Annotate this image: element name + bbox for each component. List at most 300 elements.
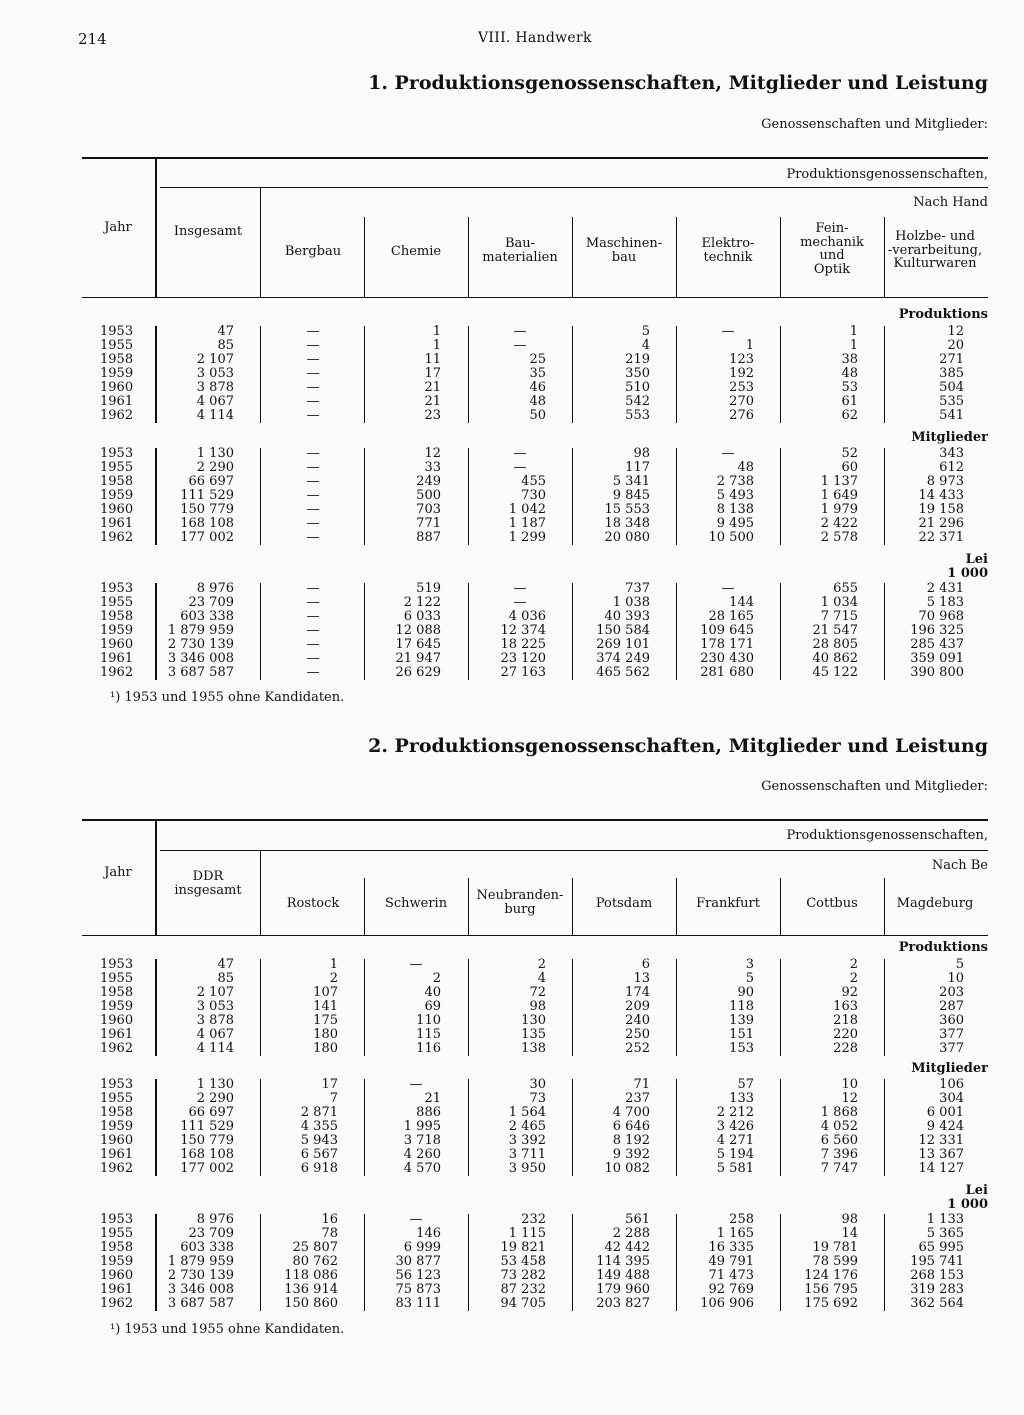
value-cell: 106 (939, 1077, 964, 1092)
year-header: Jahr (104, 865, 132, 880)
table-row (0, 517, 1024, 531)
value-cell: 535 (939, 394, 964, 409)
value-cell: 1 042 (508, 502, 546, 517)
year-cell: 1961 (100, 1027, 134, 1042)
value-cell: — (409, 1077, 423, 1092)
value-cell: 195 741 (910, 1254, 964, 1269)
table-footnote: ¹) 1953 und 1955 ohne Kandidaten. (110, 1322, 345, 1337)
value-cell: 230 430 (700, 651, 754, 666)
column-header: Bau- materialien (482, 236, 558, 265)
column-header: Chemie (390, 244, 442, 259)
value-cell: 3 878 (196, 1013, 234, 1028)
value-cell: 28 165 (708, 609, 754, 624)
value-cell: 40 (424, 985, 441, 1000)
value-cell: 1 130 (196, 446, 234, 461)
value-cell: 30 877 (395, 1254, 441, 1269)
value-cell: 3 053 (196, 366, 234, 381)
header-column-rule (260, 187, 261, 297)
value-cell: 2 (849, 957, 858, 972)
value-cell: 109 645 (700, 623, 754, 638)
value-cell: 21 (424, 380, 441, 395)
value-cell: 203 827 (596, 1296, 650, 1311)
value-cell: 168 108 (180, 516, 234, 531)
value-cell: 111 529 (180, 1119, 234, 1134)
value-cell: 5 (745, 971, 754, 986)
table-row (0, 1000, 1024, 1014)
group-header: Produktionsgenossenschaften, (786, 167, 988, 182)
section-label: Mitglieder (911, 1061, 988, 1076)
value-cell: — (306, 665, 320, 680)
value-cell: 4 036 (508, 609, 546, 624)
value-cell: 2 290 (196, 460, 234, 475)
value-cell: 2 431 (926, 581, 964, 596)
value-cell: 35 (529, 366, 546, 381)
year-cell: 1958 (100, 1105, 134, 1120)
value-cell: 21 (424, 1091, 441, 1106)
value-cell: 2 578 (820, 530, 858, 545)
group-rule (160, 850, 988, 851)
table-row (0, 395, 1024, 409)
chapter-heading: VIII. Handwerk (478, 30, 592, 46)
value-cell: 46 (529, 380, 546, 395)
value-cell: 12 088 (395, 623, 441, 638)
table-row (0, 972, 1024, 986)
value-cell: 14 127 (918, 1161, 964, 1176)
table-row (0, 353, 1024, 367)
value-cell: 156 795 (804, 1282, 858, 1297)
value-cell: 175 692 (804, 1296, 858, 1311)
value-cell: 1 (849, 324, 858, 339)
value-cell: 1 879 959 (167, 623, 234, 638)
value-cell: 114 395 (596, 1254, 650, 1269)
value-cell: 510 (625, 380, 650, 395)
year-cell: 1959 (100, 366, 134, 381)
table-row (0, 503, 1024, 517)
table-top-rule (82, 819, 988, 821)
year-cell: 1955 (100, 595, 134, 610)
value-cell: 21 947 (395, 651, 441, 666)
value-cell: 553 (625, 408, 650, 423)
header-column-rule (260, 850, 261, 935)
value-cell: 887 (416, 530, 441, 545)
value-cell: 237 (625, 1091, 650, 1106)
value-cell: — (721, 581, 735, 596)
table-row (0, 1283, 1024, 1297)
column-header: Bergbau (284, 244, 342, 259)
value-cell: 276 (729, 408, 754, 423)
value-cell: 163 (833, 999, 858, 1014)
value-cell: 115 (416, 1027, 441, 1042)
value-cell: 70 968 (918, 609, 964, 624)
value-cell: 53 (841, 380, 858, 395)
value-cell: 253 (729, 380, 754, 395)
year-cell: 1960 (100, 502, 134, 517)
value-cell: 2 107 (196, 985, 234, 1000)
table-row (0, 475, 1024, 489)
value-cell: 4 114 (196, 1041, 234, 1056)
value-cell: 45 122 (812, 665, 858, 680)
value-cell: 8 192 (612, 1133, 650, 1148)
value-cell: 118 086 (284, 1268, 338, 1283)
value-cell: 57 (737, 1077, 754, 1092)
value-cell: 5 (641, 324, 650, 339)
value-cell: 1 (745, 338, 754, 353)
group-rule (160, 187, 988, 188)
value-cell: 2 (329, 971, 338, 986)
value-cell: 150 860 (284, 1296, 338, 1311)
value-cell: 196 325 (910, 623, 964, 638)
value-cell: 21 296 (918, 516, 964, 531)
table-row (0, 1028, 1024, 1042)
value-cell: 4 (641, 338, 650, 353)
value-cell: 4 355 (300, 1119, 338, 1134)
value-cell: 78 (321, 1226, 338, 1241)
value-cell: — (306, 530, 320, 545)
year-cell: 1958 (100, 985, 134, 1000)
table-row (0, 1227, 1024, 1241)
column-header: Neubranden- burg (476, 888, 564, 917)
table-subtitle: Genossenschaften und Mitglieder: (761, 117, 988, 132)
value-cell: 4 260 (403, 1147, 441, 1162)
value-cell: 69 (424, 999, 441, 1014)
value-cell: 85 (217, 338, 234, 353)
value-cell: 737 (625, 581, 650, 596)
value-cell: 150 584 (596, 623, 650, 638)
table-subtitle: Genossenschaften und Mitglieder: (761, 779, 988, 794)
value-cell: 177 002 (180, 1161, 234, 1176)
year-cell: 1959 (100, 1119, 134, 1134)
value-cell: 21 (424, 394, 441, 409)
value-cell: 3 392 (508, 1133, 546, 1148)
value-cell: 180 (313, 1041, 338, 1056)
value-cell: 228 (833, 1041, 858, 1056)
value-cell: 1 649 (820, 488, 858, 503)
value-cell: 232 (521, 1212, 546, 1227)
table-row (0, 652, 1024, 666)
year-cell: 1953 (100, 324, 134, 339)
table-row (0, 1014, 1024, 1028)
section-label: Produktions (898, 940, 988, 955)
value-cell: 1 879 959 (167, 1254, 234, 1269)
section-label: Lei 1 000 (947, 552, 988, 581)
value-cell: 4 271 (716, 1133, 754, 1148)
value-cell: 124 176 (804, 1268, 858, 1283)
table-row (0, 1297, 1024, 1311)
value-cell: 19 781 (812, 1240, 858, 1255)
value-cell: 18 348 (604, 516, 650, 531)
table-row (0, 1092, 1024, 1106)
value-cell: 4 067 (196, 394, 234, 409)
value-cell: 9 392 (612, 1147, 650, 1162)
value-cell: 377 (939, 1027, 964, 1042)
value-cell: 5 183 (926, 595, 964, 610)
value-cell: 2 730 139 (167, 637, 234, 652)
year-cell: 1960 (100, 380, 134, 395)
value-cell: 48 (841, 366, 858, 381)
group-header: Produktionsgenossenschaften, (786, 828, 988, 843)
value-cell: 98 (633, 446, 650, 461)
value-cell: 1 (432, 338, 441, 353)
value-cell: 23 709 (188, 595, 234, 610)
value-cell: 11 (424, 352, 441, 367)
value-cell: 38 (841, 352, 858, 367)
year-cell: 1958 (100, 474, 134, 489)
column-header: Rostock (286, 896, 340, 911)
value-cell: 2 122 (403, 595, 441, 610)
value-cell: — (306, 488, 320, 503)
value-cell: 304 (939, 1091, 964, 1106)
value-cell: 4 (537, 971, 546, 986)
value-cell: — (306, 460, 320, 475)
value-cell: 85 (217, 971, 234, 986)
value-cell: 6 999 (403, 1240, 441, 1255)
value-cell: 1 564 (508, 1105, 546, 1120)
value-cell: 5 (955, 957, 964, 972)
value-cell: 1 130 (196, 1077, 234, 1092)
year-cell: 1961 (100, 516, 134, 531)
value-cell: 60 (841, 460, 858, 475)
value-cell: 73 (529, 1091, 546, 1106)
table-row (0, 339, 1024, 353)
value-cell: 49 791 (708, 1254, 754, 1269)
table-row (0, 958, 1024, 972)
value-cell: 4 114 (196, 408, 234, 423)
table-row (0, 666, 1024, 680)
value-cell: 5 493 (716, 488, 754, 503)
value-cell: 62 (841, 408, 858, 423)
value-cell: 118 (729, 999, 754, 1014)
table-footnote: ¹) 1953 und 1955 ohne Kandidaten. (110, 690, 345, 705)
table-row (0, 638, 1024, 652)
year-cell: 1953 (100, 446, 134, 461)
value-cell: 252 (625, 1041, 650, 1056)
table-row (0, 1255, 1024, 1269)
value-cell: 12 (841, 1091, 858, 1106)
table-title: 1. Produktionsgenossenschaften, Mitglieder und Leistung (368, 72, 988, 94)
column-header: Cottbus (806, 896, 858, 911)
value-cell: 269 101 (596, 637, 650, 652)
year-cell: 1960 (100, 1268, 134, 1283)
value-cell: 10 500 (708, 530, 754, 545)
value-cell: — (306, 446, 320, 461)
value-cell: 40 862 (812, 651, 858, 666)
table-title: 2. Produktionsgenossenschaften, Mitglieder und Leistung (368, 735, 988, 757)
value-cell: 9 424 (926, 1119, 964, 1134)
table-row (0, 610, 1024, 624)
value-cell: 116 (416, 1041, 441, 1056)
value-cell: 2 288 (612, 1226, 650, 1241)
value-cell: — (306, 609, 320, 624)
value-cell: 13 (633, 971, 650, 986)
value-cell: 139 (729, 1013, 754, 1028)
year-cell: 1962 (100, 1041, 134, 1056)
value-cell: — (306, 651, 320, 666)
value-cell: 136 914 (284, 1282, 338, 1297)
value-cell: 180 (313, 1027, 338, 1042)
value-cell: 138 (521, 1041, 546, 1056)
value-cell: — (513, 460, 527, 475)
value-cell: 504 (939, 380, 964, 395)
year-cell: 1962 (100, 530, 134, 545)
value-cell: 3 053 (196, 999, 234, 1014)
value-cell: 16 335 (708, 1240, 754, 1255)
value-cell: 612 (939, 460, 964, 475)
value-cell: 4 052 (820, 1119, 858, 1134)
value-cell: 90 (737, 985, 754, 1000)
value-cell: 2 212 (716, 1105, 754, 1120)
value-cell: 56 123 (395, 1268, 441, 1283)
value-cell: 2 (432, 971, 441, 986)
value-cell: — (306, 595, 320, 610)
value-cell: 83 111 (395, 1296, 441, 1311)
value-cell: 270 (729, 394, 754, 409)
value-cell: 141 (313, 999, 338, 1014)
value-cell: 730 (521, 488, 546, 503)
year-cell: 1959 (100, 488, 134, 503)
table-row (0, 367, 1024, 381)
table-row (0, 1241, 1024, 1255)
value-cell: 362 564 (910, 1296, 964, 1311)
value-cell: 98 (529, 999, 546, 1014)
value-cell: 6 033 (403, 609, 441, 624)
value-cell: 66 697 (188, 1105, 234, 1120)
year-cell: 1962 (100, 665, 134, 680)
value-cell: 71 (633, 1077, 650, 1092)
table-row (0, 582, 1024, 596)
year-cell: 1961 (100, 1147, 134, 1162)
value-cell: 8 976 (196, 581, 234, 596)
value-cell: 703 (416, 502, 441, 517)
value-cell: 359 091 (910, 651, 964, 666)
value-cell: 2 290 (196, 1091, 234, 1106)
table-row (0, 1148, 1024, 1162)
value-cell: 10 (841, 1077, 858, 1092)
value-cell: 48 (737, 460, 754, 475)
value-cell: 3 687 587 (167, 1296, 234, 1311)
value-cell: 27 163 (500, 665, 546, 680)
subgroup-header: Nach Hand (913, 195, 988, 210)
value-cell: 47 (217, 957, 234, 972)
value-cell: 203 (939, 985, 964, 1000)
value-cell: 519 (416, 581, 441, 596)
value-cell: 1 979 (820, 502, 858, 517)
value-cell: 153 (729, 1041, 754, 1056)
value-cell: 3 687 587 (167, 665, 234, 680)
value-cell: 249 (416, 474, 441, 489)
column-header: Insgesamt (173, 224, 243, 239)
value-cell: 319 283 (910, 1282, 964, 1297)
value-cell: 5 365 (926, 1226, 964, 1241)
table-row (0, 1042, 1024, 1056)
value-cell: 1 (329, 957, 338, 972)
value-cell: 6 001 (926, 1105, 964, 1120)
value-cell: 2 738 (716, 474, 754, 489)
value-cell: 7 715 (820, 609, 858, 624)
column-header: Maschinen- bau (585, 236, 663, 265)
value-cell: 3 346 008 (167, 651, 234, 666)
table-row (0, 1106, 1024, 1120)
value-cell: — (306, 474, 320, 489)
value-cell: — (306, 516, 320, 531)
value-cell: 92 (841, 985, 858, 1000)
value-cell: 886 (416, 1105, 441, 1120)
value-cell: 1 115 (508, 1226, 546, 1241)
value-cell: 500 (416, 488, 441, 503)
value-cell: 133 (729, 1091, 754, 1106)
value-cell: — (306, 380, 320, 395)
value-cell: — (513, 324, 527, 339)
value-cell: — (306, 352, 320, 367)
value-cell: 8 976 (196, 1212, 234, 1227)
value-cell: — (306, 581, 320, 596)
value-cell: 12 (424, 446, 441, 461)
value-cell: 87 232 (500, 1282, 546, 1297)
value-cell: 219 (625, 352, 650, 367)
table-row (0, 489, 1024, 503)
value-cell: 177 002 (180, 530, 234, 545)
value-cell: 390 800 (910, 665, 964, 680)
year-cell: 1962 (100, 1161, 134, 1176)
value-cell: — (306, 637, 320, 652)
value-cell: 6 918 (300, 1161, 338, 1176)
value-cell: 50 (529, 408, 546, 423)
value-cell: 6 560 (820, 1133, 858, 1148)
value-cell: 1 (849, 338, 858, 353)
year-cell: 1955 (100, 338, 134, 353)
year-cell: 1953 (100, 1077, 134, 1092)
value-cell: 179 960 (596, 1282, 650, 1297)
table-row (0, 447, 1024, 461)
value-cell: 12 (947, 324, 964, 339)
value-cell: 3 (745, 957, 754, 972)
value-cell: 30 (529, 1077, 546, 1092)
value-cell: — (306, 502, 320, 517)
value-cell: 150 779 (180, 1133, 234, 1148)
value-cell: 78 599 (812, 1254, 858, 1269)
value-cell: 14 (841, 1226, 858, 1241)
value-cell: 21 547 (812, 623, 858, 638)
value-cell: 465 562 (596, 665, 650, 680)
value-cell: 9 845 (612, 488, 650, 503)
value-cell: 281 680 (700, 665, 754, 680)
value-cell: 23 709 (188, 1226, 234, 1241)
year-cell: 1955 (100, 1226, 134, 1241)
column-header: Holzbe- und -verarbeitung, Kulturwaren (887, 229, 983, 272)
value-cell: 1 165 (716, 1226, 754, 1241)
table-row (0, 1213, 1024, 1227)
year-cell: 1961 (100, 394, 134, 409)
value-cell: 240 (625, 1013, 650, 1028)
value-cell: 16 (321, 1212, 338, 1227)
value-cell: 1 868 (820, 1105, 858, 1120)
value-cell: 385 (939, 366, 964, 381)
year-cell: 1959 (100, 999, 134, 1014)
value-cell: 2 107 (196, 352, 234, 367)
year-cell: 1961 (100, 1282, 134, 1297)
value-cell: 1 (432, 324, 441, 339)
value-cell: 17 (321, 1077, 338, 1092)
value-cell: 40 393 (604, 609, 650, 624)
year-cell: 1953 (100, 1212, 134, 1227)
column-header: Frankfurt (696, 896, 760, 911)
value-cell: 1 995 (403, 1119, 441, 1134)
value-cell: 22 371 (918, 530, 964, 545)
year-cell: 1960 (100, 637, 134, 652)
table-row (0, 1269, 1024, 1283)
value-cell: 149 488 (596, 1268, 650, 1283)
value-cell: 541 (939, 408, 964, 423)
value-cell: 1 038 (612, 595, 650, 610)
